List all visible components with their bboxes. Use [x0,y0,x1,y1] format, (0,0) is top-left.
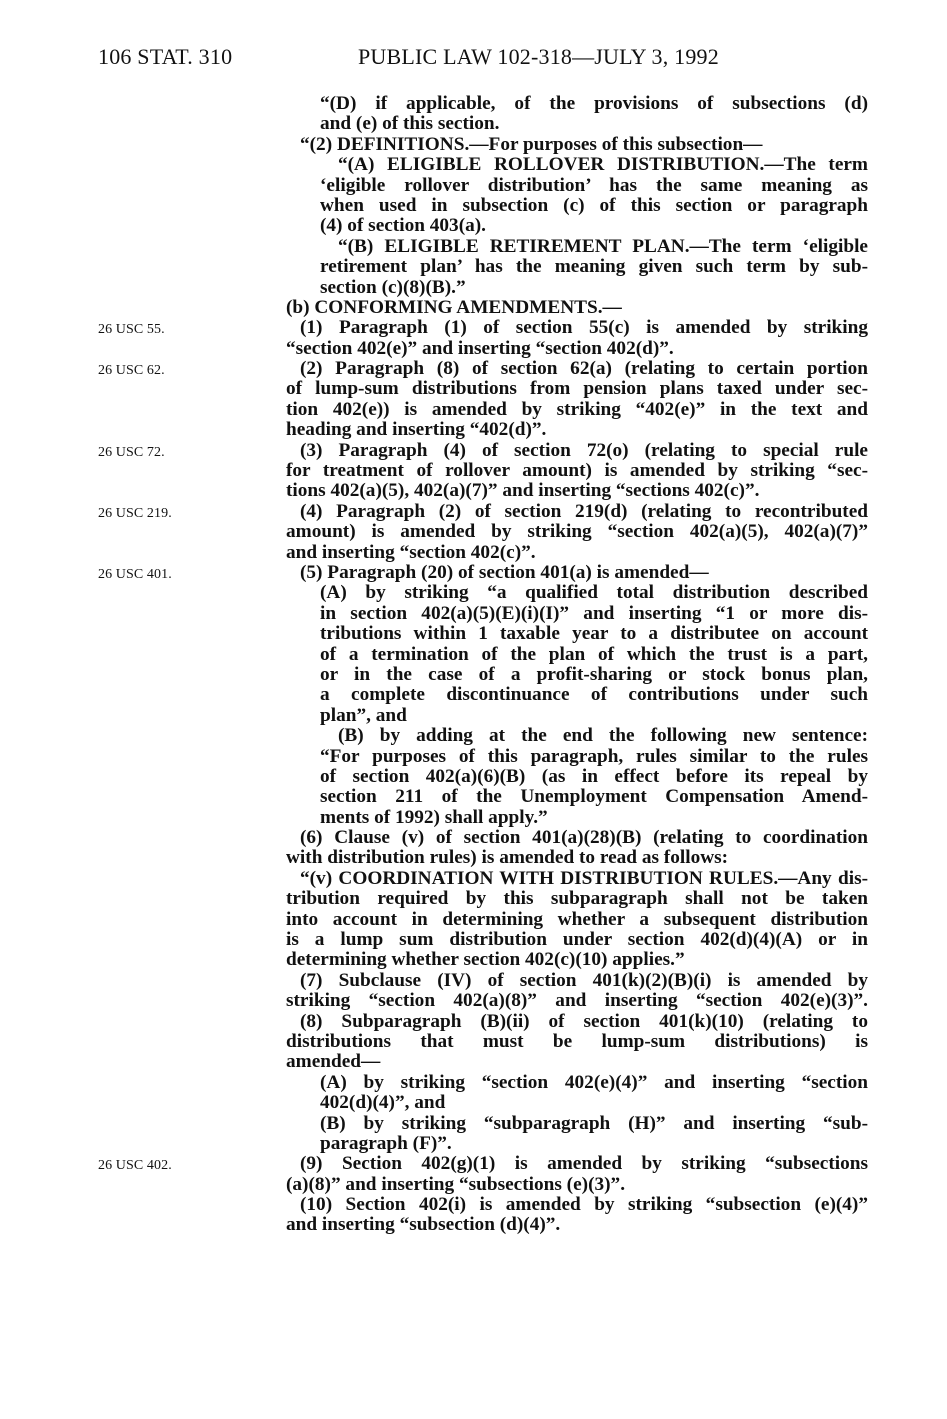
margin-note: 26 USC 55. [98,322,165,338]
margin-note: 26 USC 72. [98,444,165,460]
text-line: in section 402(a)(5)(E)(i)(I)” and inserting “1 or more dis- [320,602,868,624]
text-line: “(B) ELIGIBLE RETIREMENT PLAN.—The term ‘eligible [338,235,868,257]
text-line: “section 402(e)” and inserting “section 402(d)”. [286,337,674,359]
text-line: (4) of section 403(a). [320,215,486,237]
text-line: “(2) DEFINITIONS.—For purposes of this subsection— [300,133,763,155]
text-line: “(D) if applicable, of the provisions of subsections (d) [320,93,868,114]
page-header [98,44,847,74]
text-line: of a termination of the plan of which the trust is a part, [320,643,868,665]
text-line: 26 USC 72. (3) Paragraph (4) of section 72(o) (relating to special rule [98,441,878,461]
text-line: “(v) COORDINATION WITH DISTRIBUTION RULES.—Any dis- [300,867,868,889]
text-line: (b) CONFORMING AMENDMENTS.— [286,296,622,318]
text-line: (6) Clause (v) of section 401(a)(28)(B) (relating to coordination [300,827,868,849]
public-law-title: PUBLIC LAW 102-318—JULY 3, 1992 [358,44,719,69]
margin-note: 26 USC 401. [98,566,172,582]
text-line: paragraph (F)”. [320,1132,452,1154]
text-line: for treatment of rollover amount) is amended by striking “sec- [286,460,868,482]
text-line: (8) Subparagraph (B)(ii) of section 401(k)(10) (relating to [300,1010,868,1032]
text-line: a complete discontinuance of contributions under such [320,684,868,706]
text-line: section (c)(8)(B).” [320,276,466,298]
text-line: 26 USC 55. (1) Paragraph (1) of section 55(c) is amended by striking [98,318,878,338]
text-line: and (e) of this section. [320,113,500,135]
text-line: and inserting “section 402(c)”. [286,541,536,563]
text-line: when used in subsection (c) of this section or paragraph [320,194,868,216]
text-line: ‘eligible rollover distribution’ has the same meaning as [320,174,868,196]
text-line: amount) is amended by striking “section 402(a)(5), 402(a)(7)” [286,521,868,543]
text-line: (7) Subclause (IV) of section 401(k)(2)(B)(i) is amended by [300,969,868,991]
text-line: distributions that must be lump-sum distributions) is [286,1030,868,1052]
text-line: tions 402(a)(5), 402(a)(7)” and inserting “sections 402(c)”. [286,480,760,502]
text-line: with distribution rules) is amended to read as follows: [286,847,729,869]
text-line: tributions within 1 taxable year to a distributee on account [320,623,868,645]
text-line: or in the case of a profit-sharing or stock bonus plan, [320,663,868,685]
text-line: retirement plan’ has the meaning given such term by sub- [320,256,868,278]
text-line: into account in determining whether a subsequent distribution [286,908,868,930]
text-line: tion 402(e)) is amended by striking “402(e)” in the text and [286,398,868,420]
document-body [98,94,878,1236]
text-line: plan”, and [320,704,407,726]
text-line: and inserting “subsection (d)(4)”. [286,1214,561,1236]
text-line: “(A) ELIGIBLE ROLLOVER DISTRIBUTION.—The term [338,154,868,176]
text-line: (B) by adding at the end the following new sentence: [338,725,868,747]
text-line: (a)(8)” and inserting “subsections (e)(3)”. [286,1173,626,1195]
text-line: determining whether section 402(c)(10) applies.” [286,949,685,971]
text-line: (A) by striking “a qualified total distribution described [320,582,868,604]
margin-note: 26 USC 219. [98,505,172,521]
text-line: ments of 1992) shall apply.” [320,806,548,828]
text-line: amended— [286,1051,381,1073]
text-line: 26 USC 62. (2) Paragraph (8) of section 62(a) (relating to certain portion [98,359,878,379]
text-line: is a lump sum distribution under section 402(d)(4)(A) or in [286,929,868,951]
text-line: heading and inserting “402(d)”. [286,419,547,441]
text-line: 26 USC 219. (4) Paragraph (2) of section 219(d) (relating to recontributed [98,502,878,522]
text-line: “For purposes of this paragraph, rules similar to the rules [320,745,868,767]
margin-note: 26 USC 62. [98,363,165,379]
text-line: of lump-sum distributions from pension plans taxed under sec- [286,378,868,400]
margin-note: 26 USC 402. [98,1158,172,1174]
text-line: 402(d)(4)”, and [320,1092,446,1114]
text-line: tribution required by this subparagraph shall not be taken [286,888,868,910]
text-line: section 211 of the Unemployment Compensation Amend- [320,786,868,808]
text-line: (B) by striking “subparagraph (H)” and inserting “sub- [320,1112,868,1134]
text-line: (A) by striking “section 402(e)(4)” and inserting “section [320,1071,868,1093]
text-line: (10) Section 402(i) is amended by striking “subsection (e)(4)” [300,1194,868,1216]
text-line: 26 USC 401. (5) Paragraph (20) of section 401(a) is amended— [98,563,878,583]
text-line: of section 402(a)(6)(B) (as in effect before its repeal by [320,765,868,787]
text-line: 26 USC 402. (9) Section 402(g)(1) is amended by striking “subsections [98,1154,878,1174]
statute-page-number: 106 STAT. 310 [98,44,233,69]
text-line: striking “section 402(a)(8)” and inserting “section 402(e)(3)”. [286,990,868,1012]
